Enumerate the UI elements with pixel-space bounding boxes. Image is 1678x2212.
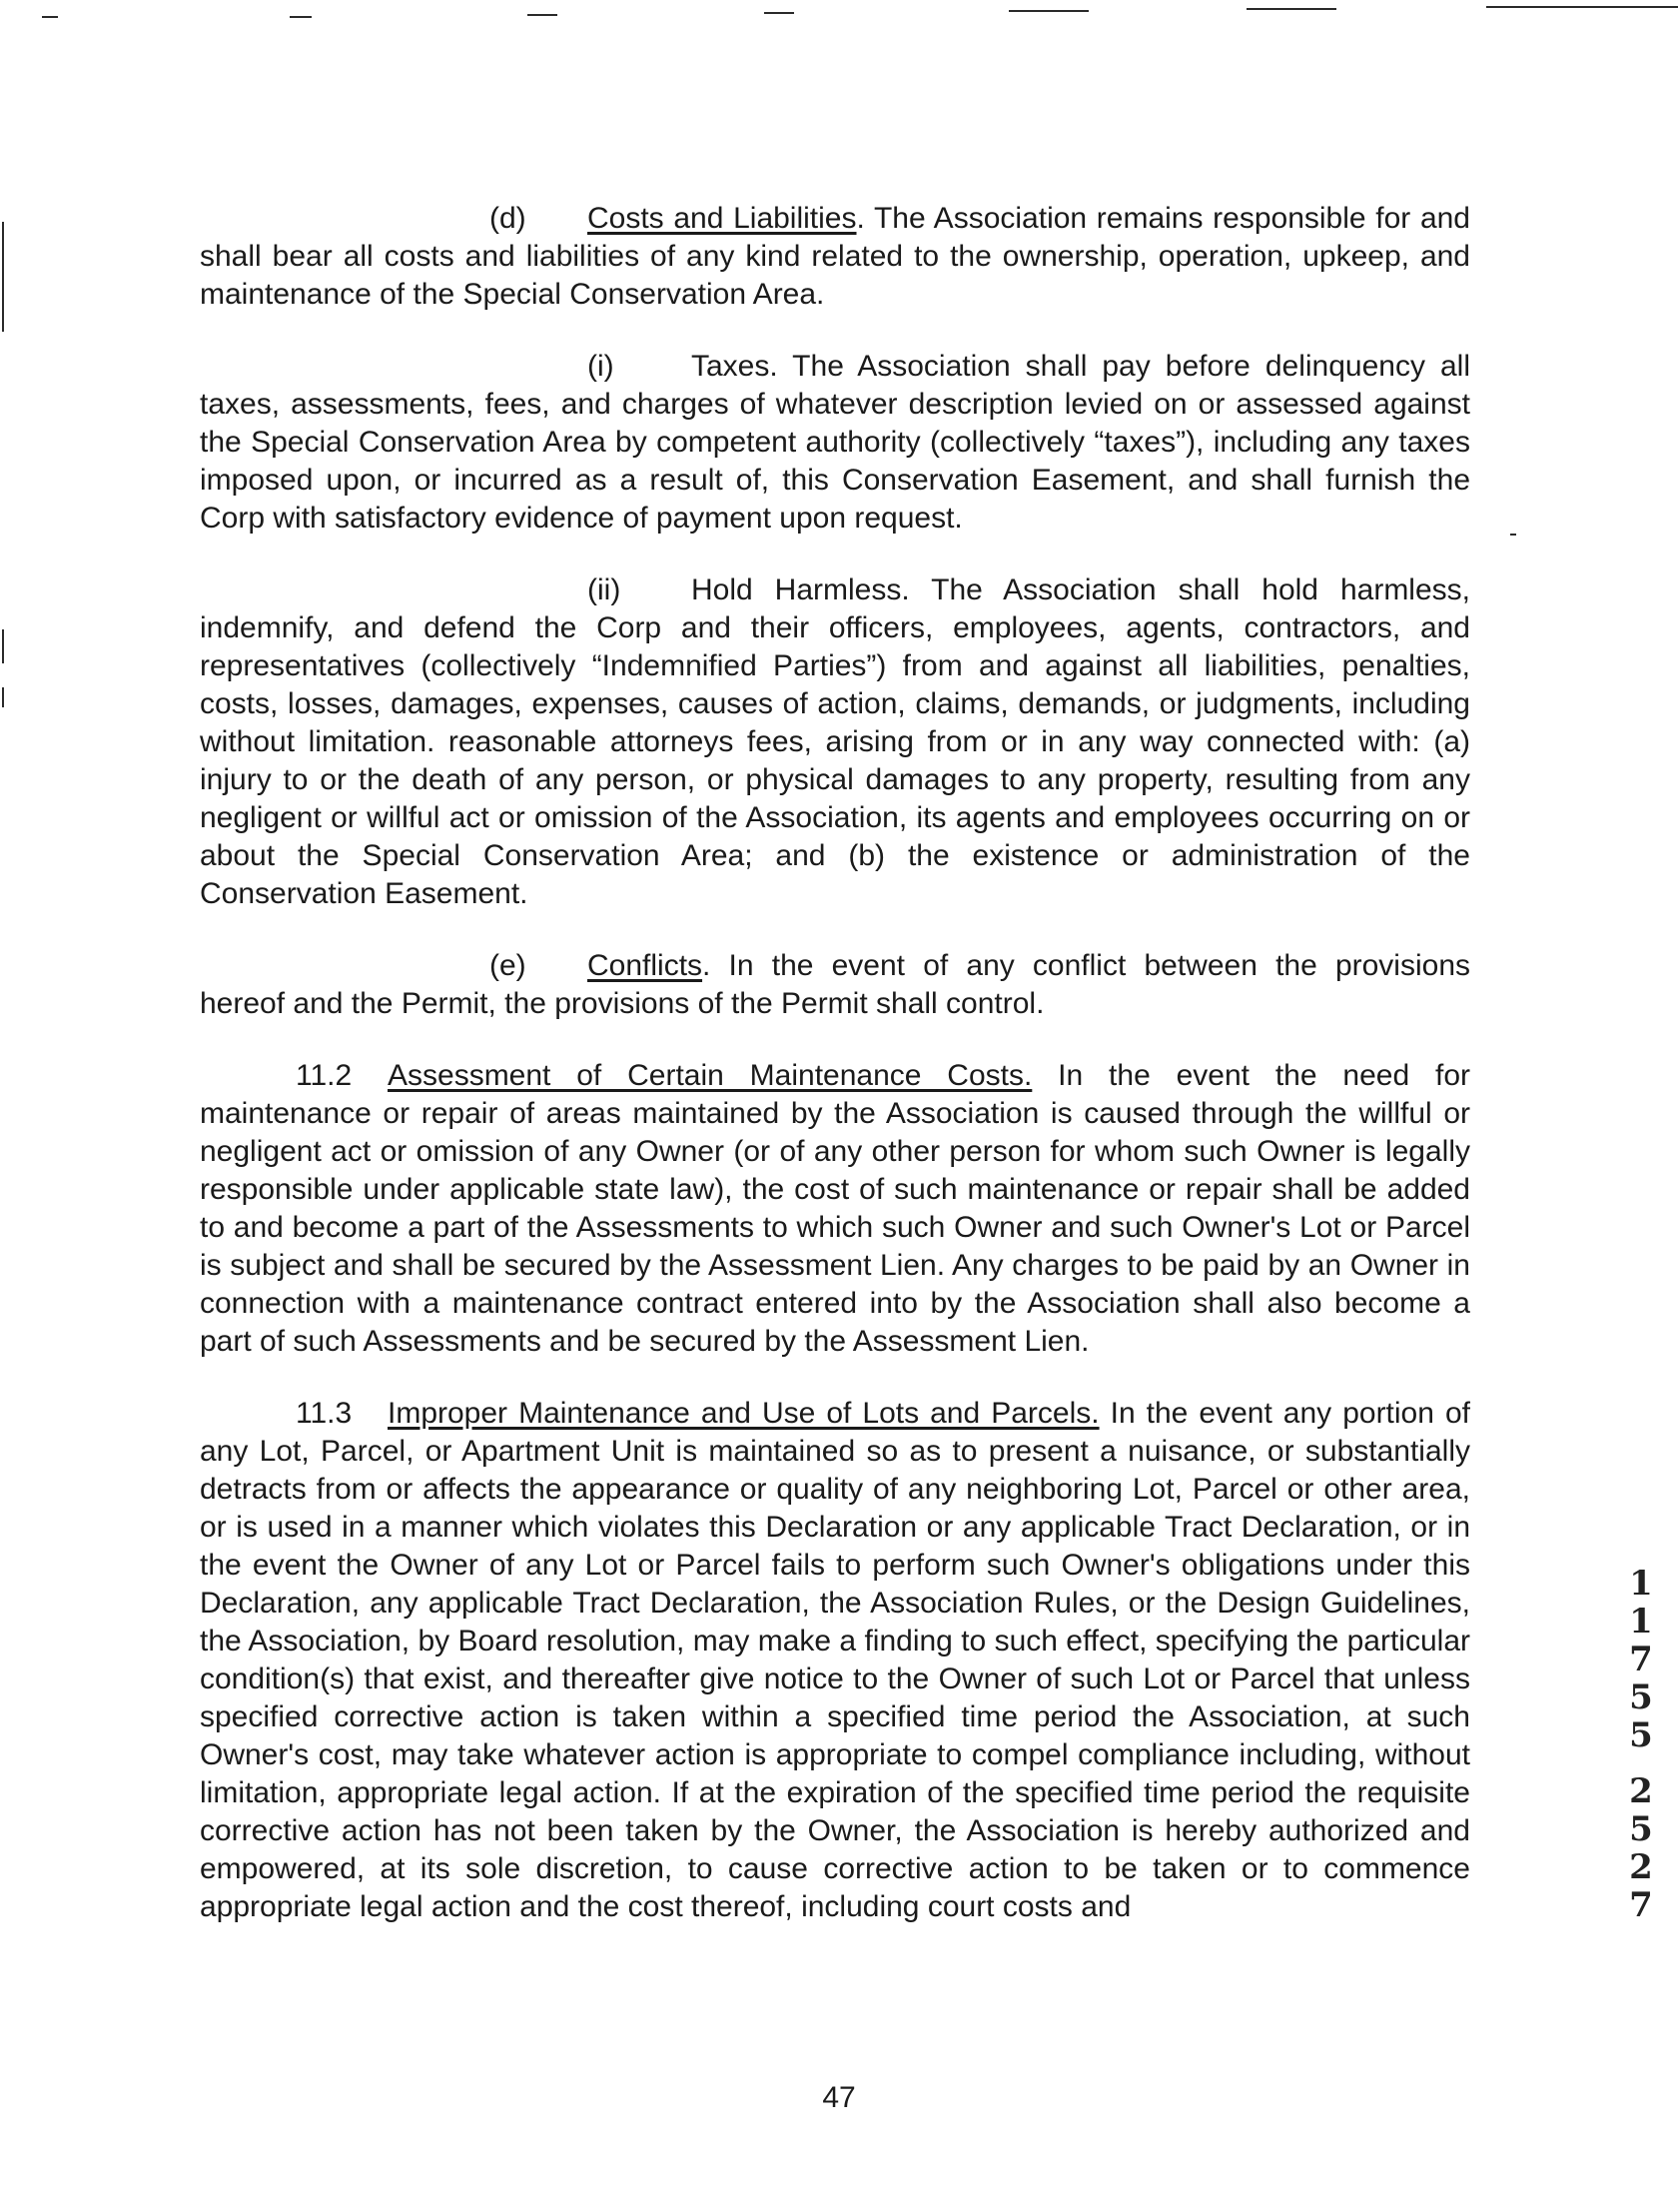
section-number: 11.2 (296, 1059, 353, 1092)
scan-mark-top-5 (1009, 10, 1089, 12)
stamp-digit: 5 (1629, 1677, 1653, 1717)
stamp-digit: 1 (1629, 1564, 1653, 1604)
scan-mark-top-7 (1486, 6, 1678, 8)
stamp-digit: 5 (1629, 1715, 1653, 1755)
recording-number-stamp (1624, 1565, 1658, 1924)
paragraph-text: Hold Harmless. The Association shall hold harmless, indemnify, and defend the Corp and their officers, employees, agents, contractors, and representatives (collectively “Indemnified Parties”) from and against all liabilities, penalties, costs, losses, damages, expenses, causes of action, claims, demands, or judgments, including without limitation. reasonable attorneys fees, arising from or in any way connected with: (a) injury to or the death of any person, or physical damages to any property, resulting from any negligent or willful act or omission of the Association, its agents and employees occurring on or about the Special Conservation Area; and (b) the existence or administration of the Conservation Easement. (200, 573, 1470, 910)
stamp-digit: 7 (1629, 1640, 1653, 1679)
section-heading: Improper Maintenance and Use of Lots and Parcels. (388, 1397, 1100, 1430)
stamp-digit: 2 (1629, 1771, 1653, 1811)
page-number: 47 (822, 2081, 856, 2114)
scan-mark-top-4 (764, 12, 794, 14)
section-heading: Conflicts (587, 949, 703, 982)
scan-mark-left-2 (2, 629, 4, 663)
stamp-digit: 2 (1629, 1847, 1653, 1887)
paragraph-d-i-taxes (200, 348, 1470, 538)
paragraph-marker: (ii) (587, 573, 621, 606)
paragraph-marker: (e) (489, 949, 526, 982)
section-heading: Costs and Liabilities (587, 202, 857, 235)
paragraph-d-ii-hold-harmless (200, 571, 1470, 913)
scan-mark-left-3 (2, 687, 4, 707)
paragraph-marker: (i) (587, 350, 614, 383)
stamp-digit: 1 (1629, 1602, 1653, 1642)
section-heading: Assessment of Certain Maintenance Costs. (388, 1059, 1033, 1092)
paragraph-text: In the event the need for maintenance or repair of areas maintained by the Association is caused through the willful or negligent act or omission of any Owner (or of any other person for whom such Owner is legally responsible under applicable state law), the cost of such maintenance or repair shall be added to and become a part of the Assessments to which such Owner and such Owner's Lot or Parcel is subject and shall be secured by the Assessment Lien. Any charges to be paid by an Owner in connection with a maintenance contract entered into by the Association shall also become a part of such Assessments and be secured by the Assessment Lien. (200, 1059, 1470, 1358)
section-number: 11.3 (296, 1397, 353, 1430)
paragraph-d-costs-and-liabilities (200, 200, 1470, 314)
paragraph-text: . In the event of any conflict between the provisions hereof and the Permit, the provisions of the Permit shall control. (200, 949, 1470, 1020)
paragraph-marker: (d) (489, 202, 526, 235)
stamp-digit: 7 (1629, 1885, 1653, 1925)
scan-mark-top-3 (527, 14, 557, 16)
scan-mark-top-6 (1247, 8, 1336, 10)
section-11-3 (200, 1395, 1470, 1926)
document-body (200, 200, 1470, 1926)
paragraph-e-conflicts (200, 947, 1470, 1023)
paragraph-text: Taxes. The Association shall pay before delinquency all taxes, assessments, fees, and charges of whatever description levied on or assessed against the Special Conservation Area by competent authority (collectively “taxes”), including any taxes imposed upon, or incurred as a result of, this Conservation Easement, and shall furnish the Corp with satisfactory evidence of payment upon request. (200, 350, 1470, 535)
scan-mark-left-1 (2, 222, 4, 332)
scan-mark-top-1 (42, 16, 58, 18)
scan-mark-top-2 (290, 16, 312, 18)
paragraph-text: . The Association remains responsible for and shall bear all costs and liabilities of any kind related to the ownership, operation, upkeep, and maintenance of the Special Conservation Area. (200, 202, 1470, 311)
paragraph-text: In the event any portion of any Lot, Parcel, or Apartment Unit is maintained so as to present a nuisance, or substantially detracts from or affects the appearance or quality of any neighboring Lot, Parcel or other area, or is used in a manner which violates this Declaration or any applicable Tract Declaration, or in the event the Owner of any Lot or Parcel fails to perform such Owner's obligations under this Declaration, any applicable Tract Declaration, the Association Rules, or the Design Guidelines, the Association, by Board resolution, may make a finding to such effect, specifying the particular condition(s) that exist, and thereafter give notice to the Owner of such Lot or Parcel that unless specified corrective action is taken within a specified time period the Association, at such Owner's cost, may take whatever action is appropriate to compel compliance including, without limitation, appropriate legal action. If at the expiration of the specified time period the requisite corrective action has not been taken by the Owner, the Association is hereby authorized and empowered, at its sole discretion, to cause corrective action to be taken or to commence appropriate legal action and the cost thereof, including court costs and (200, 1397, 1470, 1923)
scan-mark-right-dot (1510, 534, 1516, 536)
section-11-2 (200, 1057, 1470, 1361)
stamp-digit: 5 (1629, 1809, 1653, 1849)
